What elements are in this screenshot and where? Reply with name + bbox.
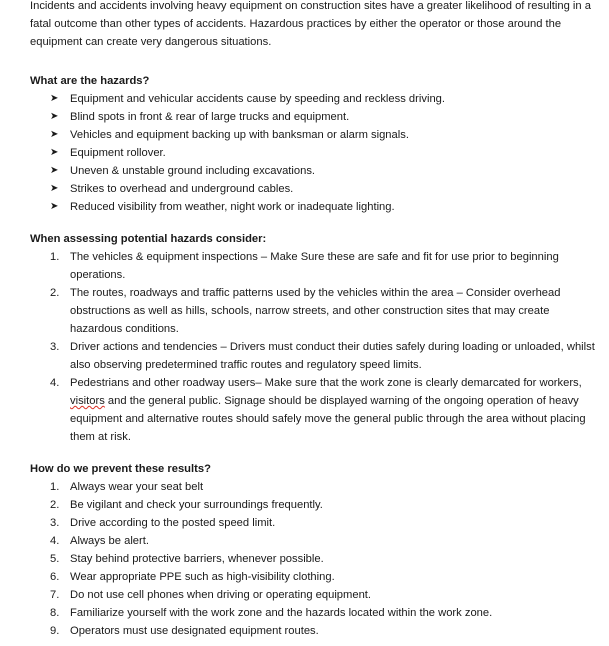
arrowhead-bullet-icon: ➤ [50,147,59,158]
list-item [50,478,603,496]
arrowhead-bullet-icon: ➤ [50,183,59,194]
spellcheck-flagged-word[interactable]: visitors [70,395,105,407]
list-item-text-end: and the general public. Signage should be displayed warning of the ongoing operation of heavy equipment and alternative routes should safely move the general public through the area without placing them at risk. [70,395,586,443]
list-item-text: Do not use cell phones when driving or operating equipment. [70,589,372,601]
arrowhead-bullet-icon: ➤ [50,93,59,104]
list-item-text: The vehicles & equipment inspections – Make Sure these are safe and fit for use prior to beginning operations. [70,251,559,281]
list-number: 3. [50,341,60,353]
list-item [50,108,603,126]
list-item-text: Strikes to overhead and underground cables. [70,183,294,195]
list-item-text: Operators must use designated equipment routes. [70,625,319,637]
list-item-text: Wear appropriate PPE such as high-visibility clothing. [70,571,335,583]
list-item [50,586,603,604]
arrowhead-bullet-icon: ➤ [50,201,59,212]
list-item-text: The routes, roadways and traffic patterns used by the vehicles within the area – Consider overhead obstructions as well as hills, schools, narrow streets, and other construction sites that may create hazardous conditions. [70,287,561,335]
list-item-text: Uneven & unstable ground including excavations. [70,165,316,177]
list-item-text-start: Pedestrians and other roadway users– Make sure that the work zone is clearly demarcated for workers, [70,377,582,389]
list-number: 8. [50,607,60,619]
prevent-list [30,478,603,640]
list-item-text: Drive according to the posted speed limit. [70,517,276,529]
list-item-text: Always wear your seat belt [70,481,204,493]
list-number: 2. [50,499,60,511]
list-item [50,90,603,108]
intro-paragraph: Incidents and accidents involving heavy equipment on construction sites have a greater likelihood of resulting in a fatal outcome than other types of accidents. Hazardous practices by either the operator or those around the equipment can create very dangerous situations. [30,0,591,48]
list-item [50,622,603,640]
arrowhead-bullet-icon: ➤ [50,111,59,122]
hazards-list [30,90,603,216]
list-number: 6. [50,571,60,583]
list-number: 4. [50,535,60,547]
list-item-text: Driver actions and tendencies – Drivers must conduct their duties safely during loading or unloaded, whilst also observing predetermined traffic routes and regulatory speed limits. [70,341,595,371]
list-item [50,162,603,180]
assessing-list [30,248,603,446]
arrowhead-bullet-icon: ➤ [50,165,59,176]
assessing-heading: When assessing potential hazards consider: [30,233,267,245]
list-number: 5. [50,553,60,565]
list-item [50,284,603,338]
list-item-text: Stay behind protective barriers, whenever possible. [70,553,324,565]
list-number: 2. [50,287,60,299]
list-item [50,496,603,514]
list-item [50,180,603,198]
list-item-text: Equipment and vehicular accidents cause by speeding and reckless driving. [70,93,445,105]
prevent-heading: How do we prevent these results? [30,463,211,475]
list-number: 4. [50,377,60,389]
list-item [50,532,603,550]
list-number: 7. [50,589,60,601]
list-item [50,338,603,374]
list-item [50,374,603,446]
list-number: 9. [50,625,60,637]
list-item [50,144,603,162]
list-number: 1. [50,251,60,263]
list-item [50,198,603,216]
arrowhead-bullet-icon: ➤ [50,129,59,140]
list-item-text: Vehicles and equipment backing up with banksman or alarm signals. [70,129,409,141]
list-item-text: Blind spots in front & rear of large trucks and equipment. [70,111,350,123]
list-number: 1. [50,481,60,493]
list-item [50,248,603,284]
list-item [50,126,603,144]
list-item-text: Be vigilant and check your surroundings frequently. [70,499,323,511]
list-item-text: Always be alert. [70,535,149,547]
list-item [50,550,603,568]
list-number: 3. [50,517,60,529]
list-item [50,568,603,586]
list-item [50,514,603,532]
list-item-text: Familiarize yourself with the work zone and the hazards located within the work zone. [70,607,493,619]
list-item [50,604,603,622]
list-item-text: Equipment rollover. [70,147,166,159]
list-item-text: Reduced visibility from weather, night work or inadequate lighting. [70,201,395,213]
hazards-heading: What are the hazards? [30,75,150,87]
